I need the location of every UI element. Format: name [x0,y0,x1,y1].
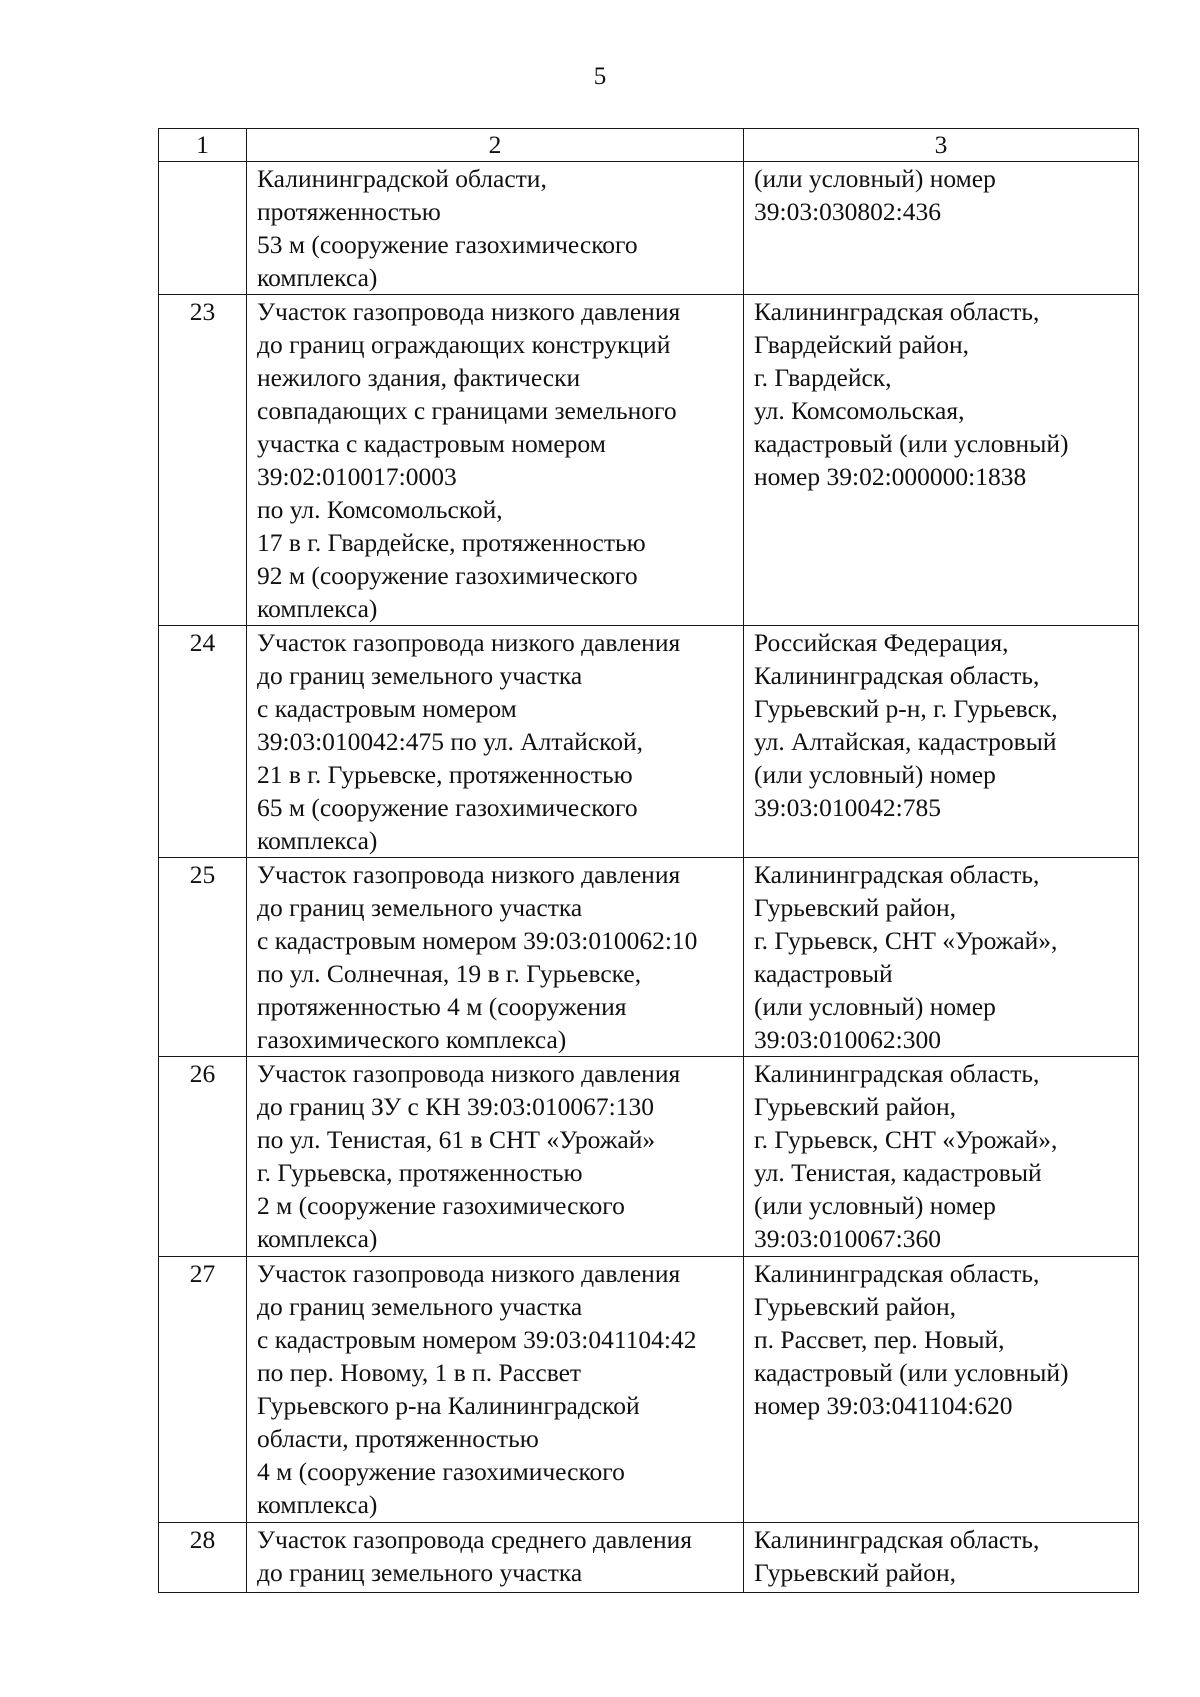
row-number: 24 [159,626,247,858]
table-row [159,1523,1139,1593]
object-description: Участок газопровода низкого давления до границ земельного участка с кадастровым номером 39:03:010062:10 по ул. Солнечная, 19 в г. Гурьевске, протяженностью 4 м (сооружения газохимического комплекса) [247,858,744,1057]
column-header: 1 [159,129,247,162]
object-address: (или условный) номер 39:03:030802:436 [744,162,1139,295]
object-address: Калининградская область, Гурьевский район, [744,1523,1139,1593]
table-row [159,1257,1139,1523]
table-row [159,1057,1139,1257]
object-description: Участок газопровода низкого давления до границ земельного участка с кадастровым номером 39:03:010042:475 по ул. Алтайской, 21 в г. Гурьевске, протяженностью 65 м (сооружение газохимического комплекса) [247,626,744,858]
object-address: Российская Федерация, Калининградская область, Гурьевский р-н, г. Гурьевск, ул. Алтайская, кадастровый (или условный) номер 39:03:010042:785 [744,626,1139,858]
object-description: Участок газопровода низкого давления до границ ограждающих конструкций нежилого здания, фактически совпадающих с границами земельного участка с кадастровым номером 39:02:010017:0003 по ул. Комсомольской, 17 в г. Гвардейске, протяженностью 92 м (сооружение газохимического комплекса) [247,295,744,626]
table-row [159,162,1139,295]
row-number: 27 [159,1257,247,1523]
object-description: Калининградской области, протяженностью 53 м (сооружение газохимического комплекса) [247,162,744,295]
table-row [159,626,1139,858]
column-header: 3 [744,129,1139,162]
object-address: Калининградская область, Гурьевский район, г. Гурьевск, СНТ «Урожай», ул. Тенистая, кадастровый (или условный) номер 39:03:010067:360 [744,1057,1139,1257]
object-address: Калининградская область, Гурьевский район, г. Гурьевск, СНТ «Урожай», кадастровый (или условный) номер 39:03:010062:300 [744,858,1139,1057]
page-number: 5 [593,63,607,90]
table-header-row [159,129,1139,162]
registry-table [158,128,1139,1593]
table-row [159,295,1139,626]
object-address: Калининградская область, Гурьевский район, п. Рассвет, пер. Новый, кадастровый (или условный) номер 39:03:041104:620 [744,1257,1139,1523]
row-number: 28 [159,1523,247,1593]
object-description: Участок газопровода низкого давления до границ ЗУ с КН 39:03:010067:130 по ул. Тенистая, 61 в СНТ «Урожай» г. Гурьевска, протяженностью 2 м (сооружение газохимического комплекса) [247,1057,744,1257]
row-number: 23 [159,295,247,626]
column-header: 2 [247,129,744,162]
row-number: 26 [159,1057,247,1257]
object-address: Калининградская область, Гвардейский район, г. Гвардейск, ул. Комсомольская, кадастровый (или условный) номер 39:02:000000:1838 [744,295,1139,626]
object-description: Участок газопровода среднего давления до границ земельного участка [247,1523,744,1593]
row-number [159,162,247,295]
table-row [159,858,1139,1057]
object-description: Участок газопровода низкого давления до границ земельного участка с кадастровым номером 39:03:041104:42 по пер. Новому, 1 в п. Рассвет Гурьевского р-на Калининградской области, протяженностью 4 м (сооружение газохимического комплекса) [247,1257,744,1523]
row-number: 25 [159,858,247,1057]
